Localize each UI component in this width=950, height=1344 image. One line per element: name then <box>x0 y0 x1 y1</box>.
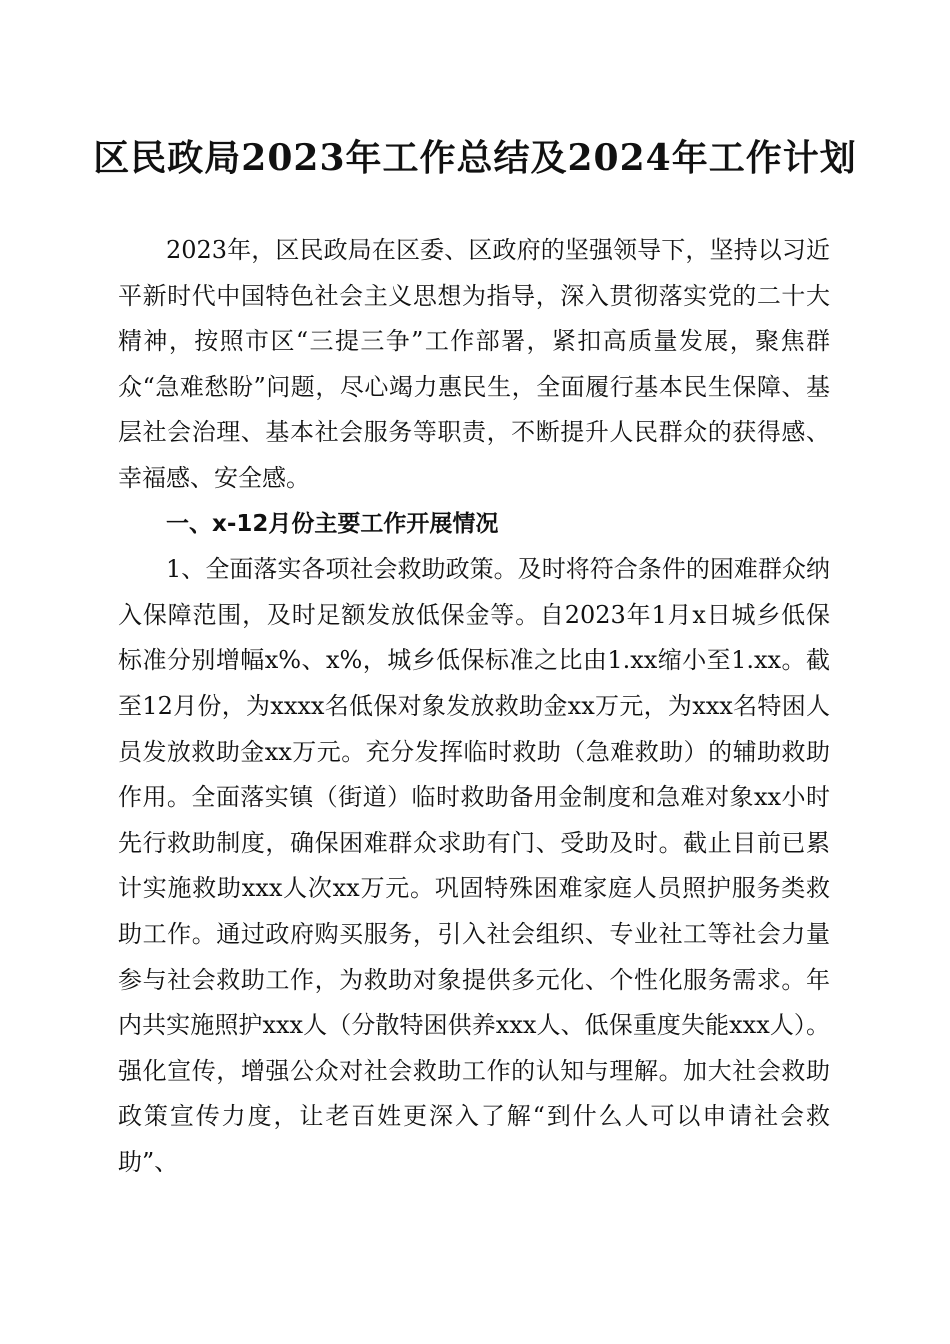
section-item-paragraph: 1、全面落实各项社会救助政策。及时将符合条件的困难群众纳入保障范围，及时足额发放低保金等。自2023年1月x日城乡低保标准分别增幅x%、x%，城乡低保标准之比由1.xx缩小至1.xx。截至12月份，为xxxx名低保对象发放救助金xx万元，为xxx名特困人员发放救助金xx万元。充分发挥临时救助（急难救助）的辅助救助作用。全面落实镇（街道）临时救助备用金制度和急难对象xx小时先行救助制度，确保困难群众求助有门、受助及时。截止目前已累计实施救助xxx人次xx万元。巩固特殊困难家庭人员照护服务类救助工作。通过政府购买服务，引入社会组织、专业社工等社会力量参与社会救助工作，为救助对象提供多元化、个性化服务需求。年内共实施照护xxx人（分散特困供养xxx人、低保重度失能xxx人）。强化宣传，增强公众对社会救助工作的认知与理解。加大社会救助政策宣传力度，让老百姓更深入了解“到什么人可以申请社会救助”、 <box>118 555 830 1176</box>
document-title: 区民政局2023年工作总结及2024年工作计划 <box>93 137 857 179</box>
intro-paragraph: 2023年，区民政局在区委、区政府的坚强领导下，坚持以习近平新时代中国特色社会主义思想为指导，深入贯彻落实党的二十大精神，按照市区“三提三争”工作部署，紧扣高质量发展，聚焦群众“急难愁盼”问题，尽心竭力惠民生，全面履行基本民生保障、基层社会治理、基本社会服务等职责，不断提升人民群众的获得感、幸福感、安全感。 <box>118 236 830 492</box>
document-body <box>118 228 830 1185</box>
section-heading: 一、x-12月份主要工作开展情况 <box>166 510 499 537</box>
